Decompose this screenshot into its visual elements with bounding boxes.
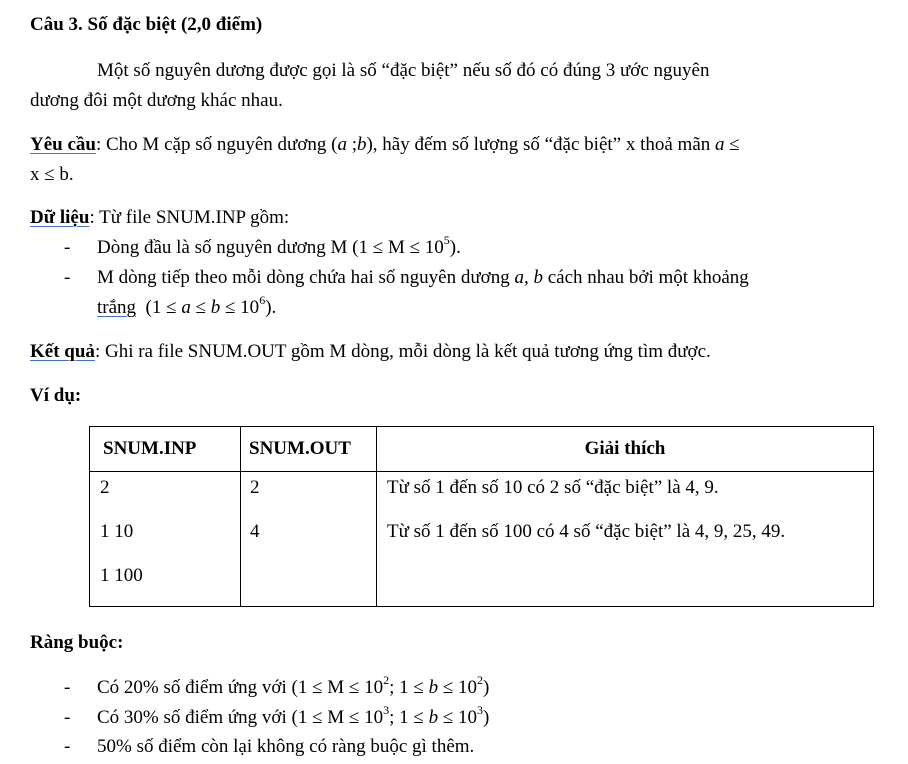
var-a: a — [337, 134, 347, 155]
header-explain: Giải thích — [377, 427, 874, 472]
header-snum-inp: SNUM.INP — [90, 427, 241, 472]
intro-line-2: dương đôi một dương khác nhau. — [30, 90, 283, 111]
bullet-dash: - — [64, 677, 71, 698]
requirement-line-1 — [30, 134, 740, 156]
c1-a: Có 20% số điểm ứng với (1 ≤ M ≤ 10 — [97, 677, 384, 698]
c1-s1: 2 — [383, 673, 390, 687]
output-text: : Ghi ra file SNUM.OUT gồm M dòng, mỗi dòng là kết quả tương ứng tìm được. — [94, 341, 711, 362]
output-label: Kết quả — [30, 341, 95, 362]
c2-c: ≤ 10 — [438, 707, 477, 728]
c1-v: b — [428, 677, 439, 698]
bullet-1-tail: ). — [449, 237, 461, 258]
requirement-line-2: x ≤ b. — [30, 164, 74, 185]
out-line: 4 — [250, 521, 260, 542]
bullet-1-sup: 5 — [443, 233, 450, 247]
cont-tail: ≤ 10 — [220, 297, 260, 318]
header-snum-out: SNUM.OUT — [241, 427, 377, 472]
bullet-2-text-b: cách nhau bởi một khoảng — [542, 267, 749, 288]
c2-s2: 3 — [477, 703, 483, 717]
c2-a: Có 30% số điểm ứng với (1 ≤ M ≤ 10 — [97, 707, 384, 728]
constraint-item-3: 50% số điểm còn lại không có ràng buộc gì thêm. — [97, 736, 475, 757]
input-bullet-2 — [97, 267, 749, 289]
cont-sup: 6 — [259, 293, 266, 307]
c1-c: ≤ 10 — [438, 677, 477, 698]
inp-line: 1 100 — [100, 565, 143, 586]
bullet-2-b: b — [528, 267, 543, 288]
input-bullet-1 — [97, 233, 461, 259]
bullet-dash: - — [64, 736, 71, 757]
problem-title: Câu 3. Số đặc biệt (2,0 điểm) — [30, 14, 263, 35]
bullet-dash: - — [64, 237, 71, 258]
example-label: Ví dụ: — [30, 385, 82, 406]
input-label: Dữ liệu — [30, 207, 90, 228]
cell-out — [241, 472, 377, 607]
requirement-text-a: : Cho M cặp số nguyên dương ( — [95, 134, 338, 155]
bullet-1-text: Dòng đầu là số nguyên dương M (1 ≤ M ≤ 10 — [97, 237, 444, 258]
bullet-dash: - — [64, 267, 71, 288]
explain-line: Từ số 1 đến số 10 có 2 số “đặc biệt” là 4, 9. — [387, 477, 719, 498]
intro-line-1: Một số nguyên dương được gọi là số “đặc biệt” nếu số đó có đúng 3 ước nguyên — [97, 60, 710, 81]
explain-line: Từ số 1 đến số 100 có 4 số “đặc biệt” là 4, 9, 25, 49. — [387, 521, 786, 542]
c1-d: ) — [483, 677, 490, 698]
constraint-item-2 — [97, 703, 490, 729]
bullet-2-a: a, — [514, 267, 529, 288]
cont-b: b — [210, 297, 221, 318]
inp-line: 2 — [100, 477, 110, 498]
bullet-2-text-a: M dòng tiếp theo mỗi dòng chứa hai số nguyên dương — [97, 267, 515, 288]
var-b: b — [356, 134, 367, 155]
cont-text: (1 ≤ — [136, 297, 182, 318]
bullet-dash: - — [64, 707, 71, 728]
requirement-text-b: ), hãy đếm số lượng số “đặc biệt” x thoả mãn — [366, 134, 716, 155]
c1-s2: 2 — [477, 673, 483, 687]
cont-end: ). — [265, 297, 277, 318]
c1-b: ; 1 ≤ — [389, 677, 429, 698]
example-table — [89, 426, 874, 607]
constraint-item-1 — [97, 673, 490, 699]
c2-d: ) — [483, 707, 490, 728]
cont-underlined: trắng — [97, 297, 137, 318]
requirement-label: Yêu cầu — [30, 134, 96, 155]
c2-v: b — [428, 707, 439, 728]
cont-a: a — [181, 297, 191, 318]
table-header-row — [90, 427, 874, 472]
output-line — [30, 341, 711, 363]
sep: ; — [346, 134, 357, 155]
out-line: 2 — [250, 477, 260, 498]
cont-mid: ≤ — [190, 297, 211, 318]
constraints-label: Ràng buộc: — [30, 632, 124, 653]
inp-line: 1 10 — [100, 521, 134, 542]
c2-b: ; 1 ≤ — [389, 707, 429, 728]
input-bullet-2-cont — [97, 293, 277, 319]
input-heading — [30, 207, 289, 229]
cell-explain — [377, 472, 874, 607]
var-a-2: a — [715, 134, 725, 155]
input-text: : Từ file SNUM.INP gồm: — [89, 207, 290, 228]
table-row — [90, 472, 874, 607]
le-sign: ≤ — [724, 134, 740, 155]
c2-s1: 3 — [383, 703, 390, 717]
cell-inp — [90, 472, 241, 607]
